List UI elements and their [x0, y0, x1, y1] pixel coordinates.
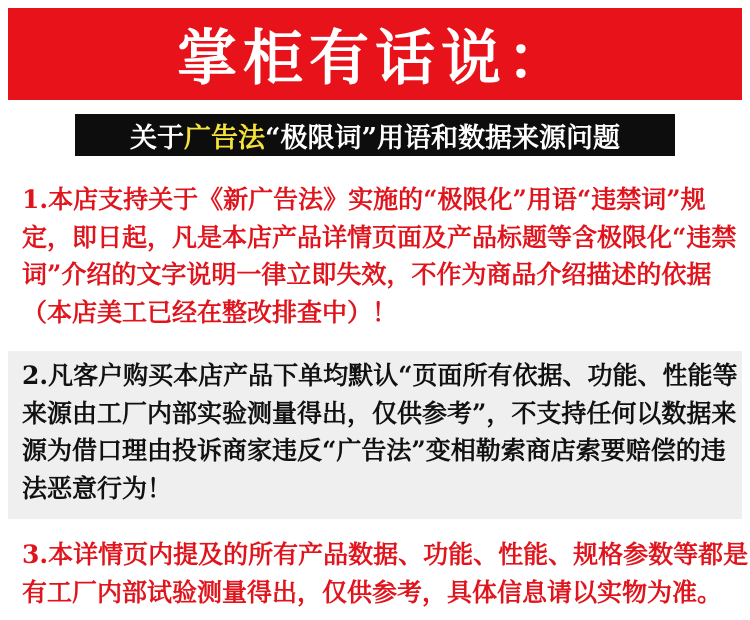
- subtitle-part: 关于: [129, 122, 184, 154]
- notice-section-2: [8, 351, 742, 519]
- subtitle-highlight: 广告法: [183, 122, 265, 154]
- notice-section-3: [8, 536, 749, 611]
- notice-line: 来源由工厂内部实验测量得出，仅供参考”，不支持任何以数据来: [22, 398, 737, 428]
- subtitle-bar: [75, 114, 675, 156]
- subtitle-part: 用语和数据来源问题: [377, 122, 621, 154]
- notice-line: 词”介绍的文字说明一律立即失效，不作为商品介绍描述的依据: [22, 260, 712, 289]
- notice-line: 3.本详情页内提及的所有产品数据、功能、性能、规格参数等都是: [22, 540, 749, 569]
- page-title: 掌柜有话说：: [177, 24, 573, 94]
- subtitle-part: “极限词”: [264, 122, 378, 154]
- notice-line: 法恶意行为！: [22, 473, 173, 503]
- notice-line: 源为借口理由投诉商家违反“广告法”变相勒索商店索要赔偿的违: [22, 436, 726, 465]
- notice-line: 1.本店支持关于《新广告法》实施的“极限化”用语“违禁词”规: [22, 185, 706, 214]
- notice-line: 有工厂内部试验测量得出，仅供参考，具体信息请以实物为准。: [22, 577, 723, 607]
- notice-line: 定，即日起，凡是本店产品详情页面及产品标题等含极限化“违禁: [22, 222, 737, 252]
- notice-line: 2.凡客户购买本店产品下单均默认“页面所有依据、功能、性能等: [22, 361, 738, 390]
- notice-line: （本店美工已经在整改排查中）！: [22, 297, 398, 327]
- notice-section-1: [8, 181, 742, 331]
- title-banner: [8, 8, 742, 100]
